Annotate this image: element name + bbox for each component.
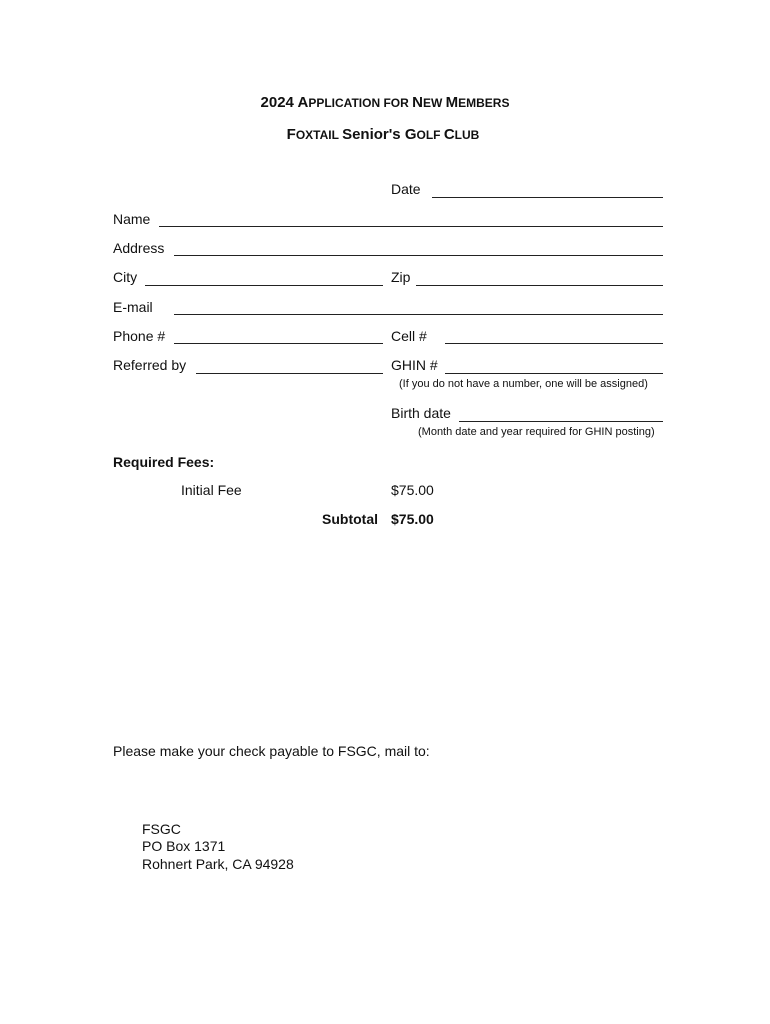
address-field[interactable] bbox=[174, 255, 663, 256]
name-field[interactable] bbox=[159, 226, 663, 227]
cell-field[interactable] bbox=[445, 343, 663, 344]
birth-date-label: Birth date bbox=[391, 405, 451, 421]
name-label: Name bbox=[113, 211, 151, 227]
date-field[interactable] bbox=[432, 197, 663, 198]
email-field[interactable] bbox=[174, 314, 663, 315]
initial-fee-label: Initial Fee bbox=[181, 482, 242, 498]
city-field[interactable] bbox=[145, 285, 383, 286]
email-label: E-mail bbox=[113, 299, 153, 315]
required-fees-heading: Required Fees: bbox=[113, 454, 215, 470]
city-label: City bbox=[113, 269, 138, 285]
mail-instruction: Please make your check payable to FSGC, mail to: bbox=[113, 743, 430, 759]
zip-label: Zip bbox=[391, 269, 411, 285]
ghin-field[interactable] bbox=[445, 373, 663, 374]
ghin-note: (If you do not have a number, one will be assigned) bbox=[399, 378, 648, 390]
birth-date-field[interactable] bbox=[459, 421, 663, 422]
zip-field[interactable] bbox=[416, 285, 663, 286]
form-title: 2024 APPLICATION FOR NEW MEMBERS bbox=[260, 94, 510, 111]
cell-label: Cell # bbox=[391, 328, 427, 344]
mail-address-line2: PO Box 1371 bbox=[142, 838, 226, 854]
referred-by-label: Referred by bbox=[113, 357, 187, 373]
mail-address-line3: Rohnert Park, CA 94928 bbox=[142, 856, 294, 872]
phone-label: Phone # bbox=[113, 328, 166, 344]
phone-field[interactable] bbox=[174, 343, 383, 344]
mail-address-line1: FSGC bbox=[142, 821, 181, 837]
initial-fee-amount: $75.00 bbox=[391, 482, 434, 498]
birth-date-note: (Month date and year required for GHIN posting) bbox=[418, 426, 655, 438]
club-name: FOXTAIL Senior's GOLF CLUB bbox=[286, 126, 480, 143]
ghin-label: GHIN # bbox=[391, 357, 438, 373]
date-label: Date bbox=[391, 181, 421, 197]
referred-by-field[interactable] bbox=[196, 373, 383, 374]
address-label: Address bbox=[113, 240, 165, 256]
subtotal-amount: $75.00 bbox=[391, 511, 434, 527]
subtotal-label: Subtotal bbox=[322, 511, 378, 527]
